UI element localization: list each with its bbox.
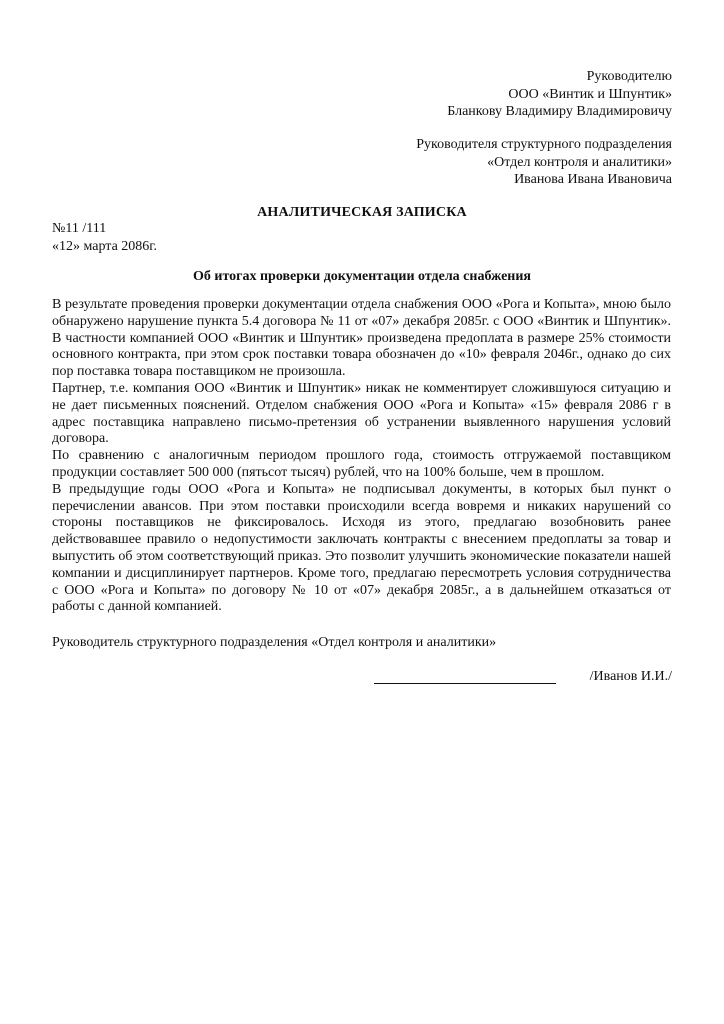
document-number: №11 /111: [52, 221, 107, 236]
document-body: [52, 297, 671, 616]
sender-name: Иванова Ивана Ивановича: [514, 172, 672, 187]
sender-block: [416, 136, 672, 189]
addressee-name: Бланкову Владимиру Владимировичу: [447, 104, 672, 119]
sender-department: «Отдел контроля и аналитики»: [487, 154, 672, 170]
sender-position: Руководителя структурного подразделения: [416, 137, 672, 152]
body-paragraph-1: В результате проведения проверки документации отдела снабжения ООО «Рога и Копыта», мною было обнаружено нарушение пункта 5.4 договора № 11 от «07» декабря 2085г. с ООО «Винтик и Шпунтик». В частности компанией ООО «Винтик и Шпунтик» произведена предоплата в размере 25% стоимости основного контракта, при этом срок поставки товара обозначен до «10» февраля 2046г., однако до сих пор поставка товара поставщиком не произошла.: [52, 297, 671, 380]
document-meta: [52, 220, 157, 255]
document-subject: Об итогах проверки документации отдела снабжения: [192, 269, 531, 284]
document-date: «12» марта 2086г.: [52, 238, 157, 254]
body-paragraph-3: По сравнению с аналогичным периодом прошлого года, стоимость отгружаемой поставщиком продукции составляет 500 000 (пятьсот тысяч) рублей, что на 100% больше, чем в прошлом.: [52, 448, 671, 480]
addressee-company: ООО «Винтик и Шпунтик»: [508, 86, 672, 102]
body-paragraph-4: В предыдущие годы ООО «Рога и Копыта» не подписывал документы, в которых был пункт о перечислении авансов. При этом поставки происходили всегда вовремя и никаких нарушений со стороны поставщиков не фиксировалось. Исходя из этого, предлагаю возобновить ранее действовавшее правило о недопустимости заключать контракты с внесением предоплаты за товар и выпустить об этом соответствующий приказ. Это позволит улучшить экономические показатели нашей компании и дисциплинирует партнеров. Кроме того, предлагаю пересмотреть условия сотрудничества с ООО «Рога и Копыта» по договору № 10 от «07» декабря 2085г., а в дальнейшем отказаться от работы с данной компанией.: [52, 481, 671, 615]
signature-name: /Иванов И.И./: [589, 669, 672, 684]
document-title: АНАЛИТИЧЕСКАЯ ЗАПИСКА: [257, 205, 467, 220]
signature-role: Руководитель структурного подразделения «Отдел контроля и аналитики»: [52, 635, 497, 650]
body-paragraph-2: Партнер, т.е. компания ООО «Винтик и Шпунтик» никак не комментирует сложившуюся ситуацию и не дает письменных пояснений. Отделом снабжения ООО «Рога и Копыта» «15» февраля 2086 г в адрес поставщика направлено письмо-претензия об устранении выявленного нарушения условий договора.: [52, 380, 671, 447]
signature-line: [374, 683, 556, 684]
addressee-position: Руководителю: [586, 69, 672, 84]
addressee-block: [447, 68, 672, 121]
